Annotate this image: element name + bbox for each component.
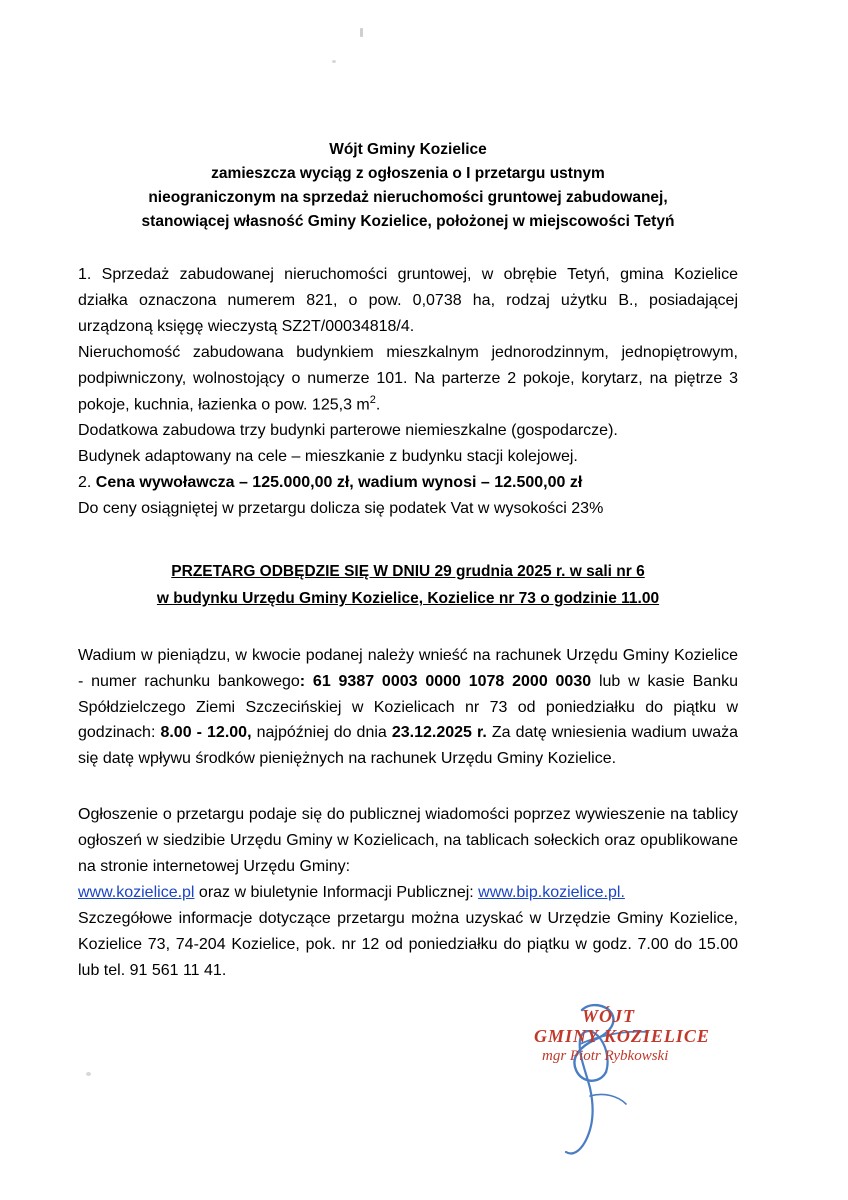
item-1-building-paragraph bbox=[78, 340, 738, 418]
document-heading bbox=[78, 138, 738, 234]
auction-notice-text-2: w budynku Urzędu Gminy Kozielice, Kozielice nr 73 o godzinie 11.00 bbox=[156, 590, 660, 608]
link-bip-kozielice[interactable]: www.bip.kozielice.pl. bbox=[478, 884, 625, 902]
deposit-hours: 8.00 - 12.00, bbox=[160, 724, 252, 742]
item-1-building-text: Nieruchomość zabudowana budynkiem mieszkalnym jednorodzinnym, jednopiętrowym, podpiwniczony, wolnostojący o numerze 101. Na parterze 2 pokoje, korytarz, na piętrze 3 pokoje, kuchnia, łazienka o pow. 125,3 m bbox=[78, 343, 738, 413]
square-meter-exponent: 2 bbox=[369, 393, 376, 406]
heading-line-3: nieograniczonym na sprzedaż nieruchomości gruntowej zabudowanej, bbox=[148, 189, 668, 207]
item-1-adaptation: Budynek adaptowany na cele – mieszkanie z budynku stacji kolejowej. bbox=[78, 447, 578, 465]
item-2-block bbox=[78, 470, 738, 522]
auction-notice bbox=[78, 559, 738, 612]
deposit-account-number: : 61 9387 0003 0000 1078 2000 0030 bbox=[299, 672, 592, 690]
signature-line-1: WÓJT bbox=[582, 1006, 635, 1026]
item-2-paragraph bbox=[78, 470, 738, 496]
announcement-paragraph-1: Ogłoszenie o przetargu podaje się do publicznej wiadomości poprzez wywieszenie na tablicy ogłoszeń w siedzibie Urzędu Gminy w Kozielicach, na tablicach sołeckich oraz opublikowane na stronie internetowej Urzędu Gminy: bbox=[78, 806, 738, 876]
item-1-paragraph bbox=[78, 262, 738, 340]
auction-notice-line-2 bbox=[78, 586, 738, 613]
item-2-number: 2. bbox=[78, 473, 96, 491]
signature-stamp bbox=[520, 1000, 750, 1160]
signature-ink-icon bbox=[520, 1000, 750, 1160]
deposit-deadline-date: 23.12.2025 r. bbox=[391, 724, 487, 742]
heading-line-1: Wójt Gminy Kozielice bbox=[329, 141, 487, 158]
item-2-vat-text: Do ceny osiągniętej w przetargu dolicza się podatek Vat w wysokości 23% bbox=[78, 499, 604, 517]
signature-line-2: GMINY KOZIELICE bbox=[534, 1026, 710, 1046]
announcement-paragraph-2: Szczegółowe informacje dotyczące przetargu można uzyskać w Urzędzie Gminy Kozielice, Kozielice 73, 74-204 Kozielice, pok. nr 12 od poniedziałku do piątku w godz. 7.00 do 15.00 lub tel. 91 561 11 41. bbox=[78, 909, 738, 979]
document-body bbox=[78, 0, 738, 984]
link-kozielice[interactable]: www.kozielice.pl bbox=[78, 884, 195, 902]
item-1-text: Sprzedaż zabudowanej nieruchomości gruntowej, w obrębie Tetyń, gmina Kozielice działka oznaczona numerem 821, o pow. 0,0738 ha, rodzaj użytku B., posiadającej urządzoną księgę wieczystą SZ2T/00034818/4. bbox=[78, 266, 738, 335]
deposit-text-e: najpóźniej do dnia bbox=[251, 724, 392, 742]
item-1-building-text-end: . bbox=[375, 395, 381, 413]
item-1-number: 1. bbox=[78, 266, 92, 284]
item-1-extra-buildings: Dodatkowa zabudowa trzy budynki parterowe niemieszkalne (gospodarcze). bbox=[78, 421, 618, 439]
deposit-text-g: Za datę wniesienia wadium uważa się datę wpływu środków pieniężnych na rachunek Urzędu Gminy Kozielice. bbox=[78, 724, 739, 768]
heading-line-2: zamieszcza wyciąg z ogłoszenia o I przetargu ustnym bbox=[211, 165, 605, 183]
deposit-text-c: lub w kasie Banku Spółdzielczego Ziemi Szczecińskiej w Kozielicach nr 73 od poniedziałku do piątku w godzinach: bbox=[78, 672, 739, 742]
announcement-links-paragraph bbox=[78, 880, 738, 906]
signature-line-3: mgr Piotr Rybkowski bbox=[542, 1048, 669, 1064]
heading-line-4: stanowiącej własność Gminy Kozielice, położonej w miejscowości Tetyń bbox=[141, 213, 675, 231]
item-1-block bbox=[78, 262, 738, 470]
announcement-block bbox=[78, 802, 738, 983]
deposit-paragraph bbox=[78, 643, 738, 773]
auction-notice-line-1 bbox=[78, 559, 738, 586]
auction-notice-text-1: PRZETARG ODBĘDZIE SIĘ W DNIU 29 grudnia 2025 r. w sali nr 6 bbox=[171, 563, 645, 581]
deposit-block bbox=[78, 643, 738, 773]
item-2-price-text: Cena wywoławcza – 125.000,00 zł, wadium wynosi – 12.500,00 zł bbox=[95, 473, 583, 491]
scan-artifact bbox=[86, 1072, 91, 1076]
deposit-text-a: Wadium w pieniądzu, w kwocie podanej należy wnieść na rachunek Urzędu Gminy Kozielice - numer rachunku bankowego bbox=[78, 646, 738, 690]
announcement-mid-text: oraz w biuletynie Informacji Publicznej: bbox=[194, 884, 479, 902]
